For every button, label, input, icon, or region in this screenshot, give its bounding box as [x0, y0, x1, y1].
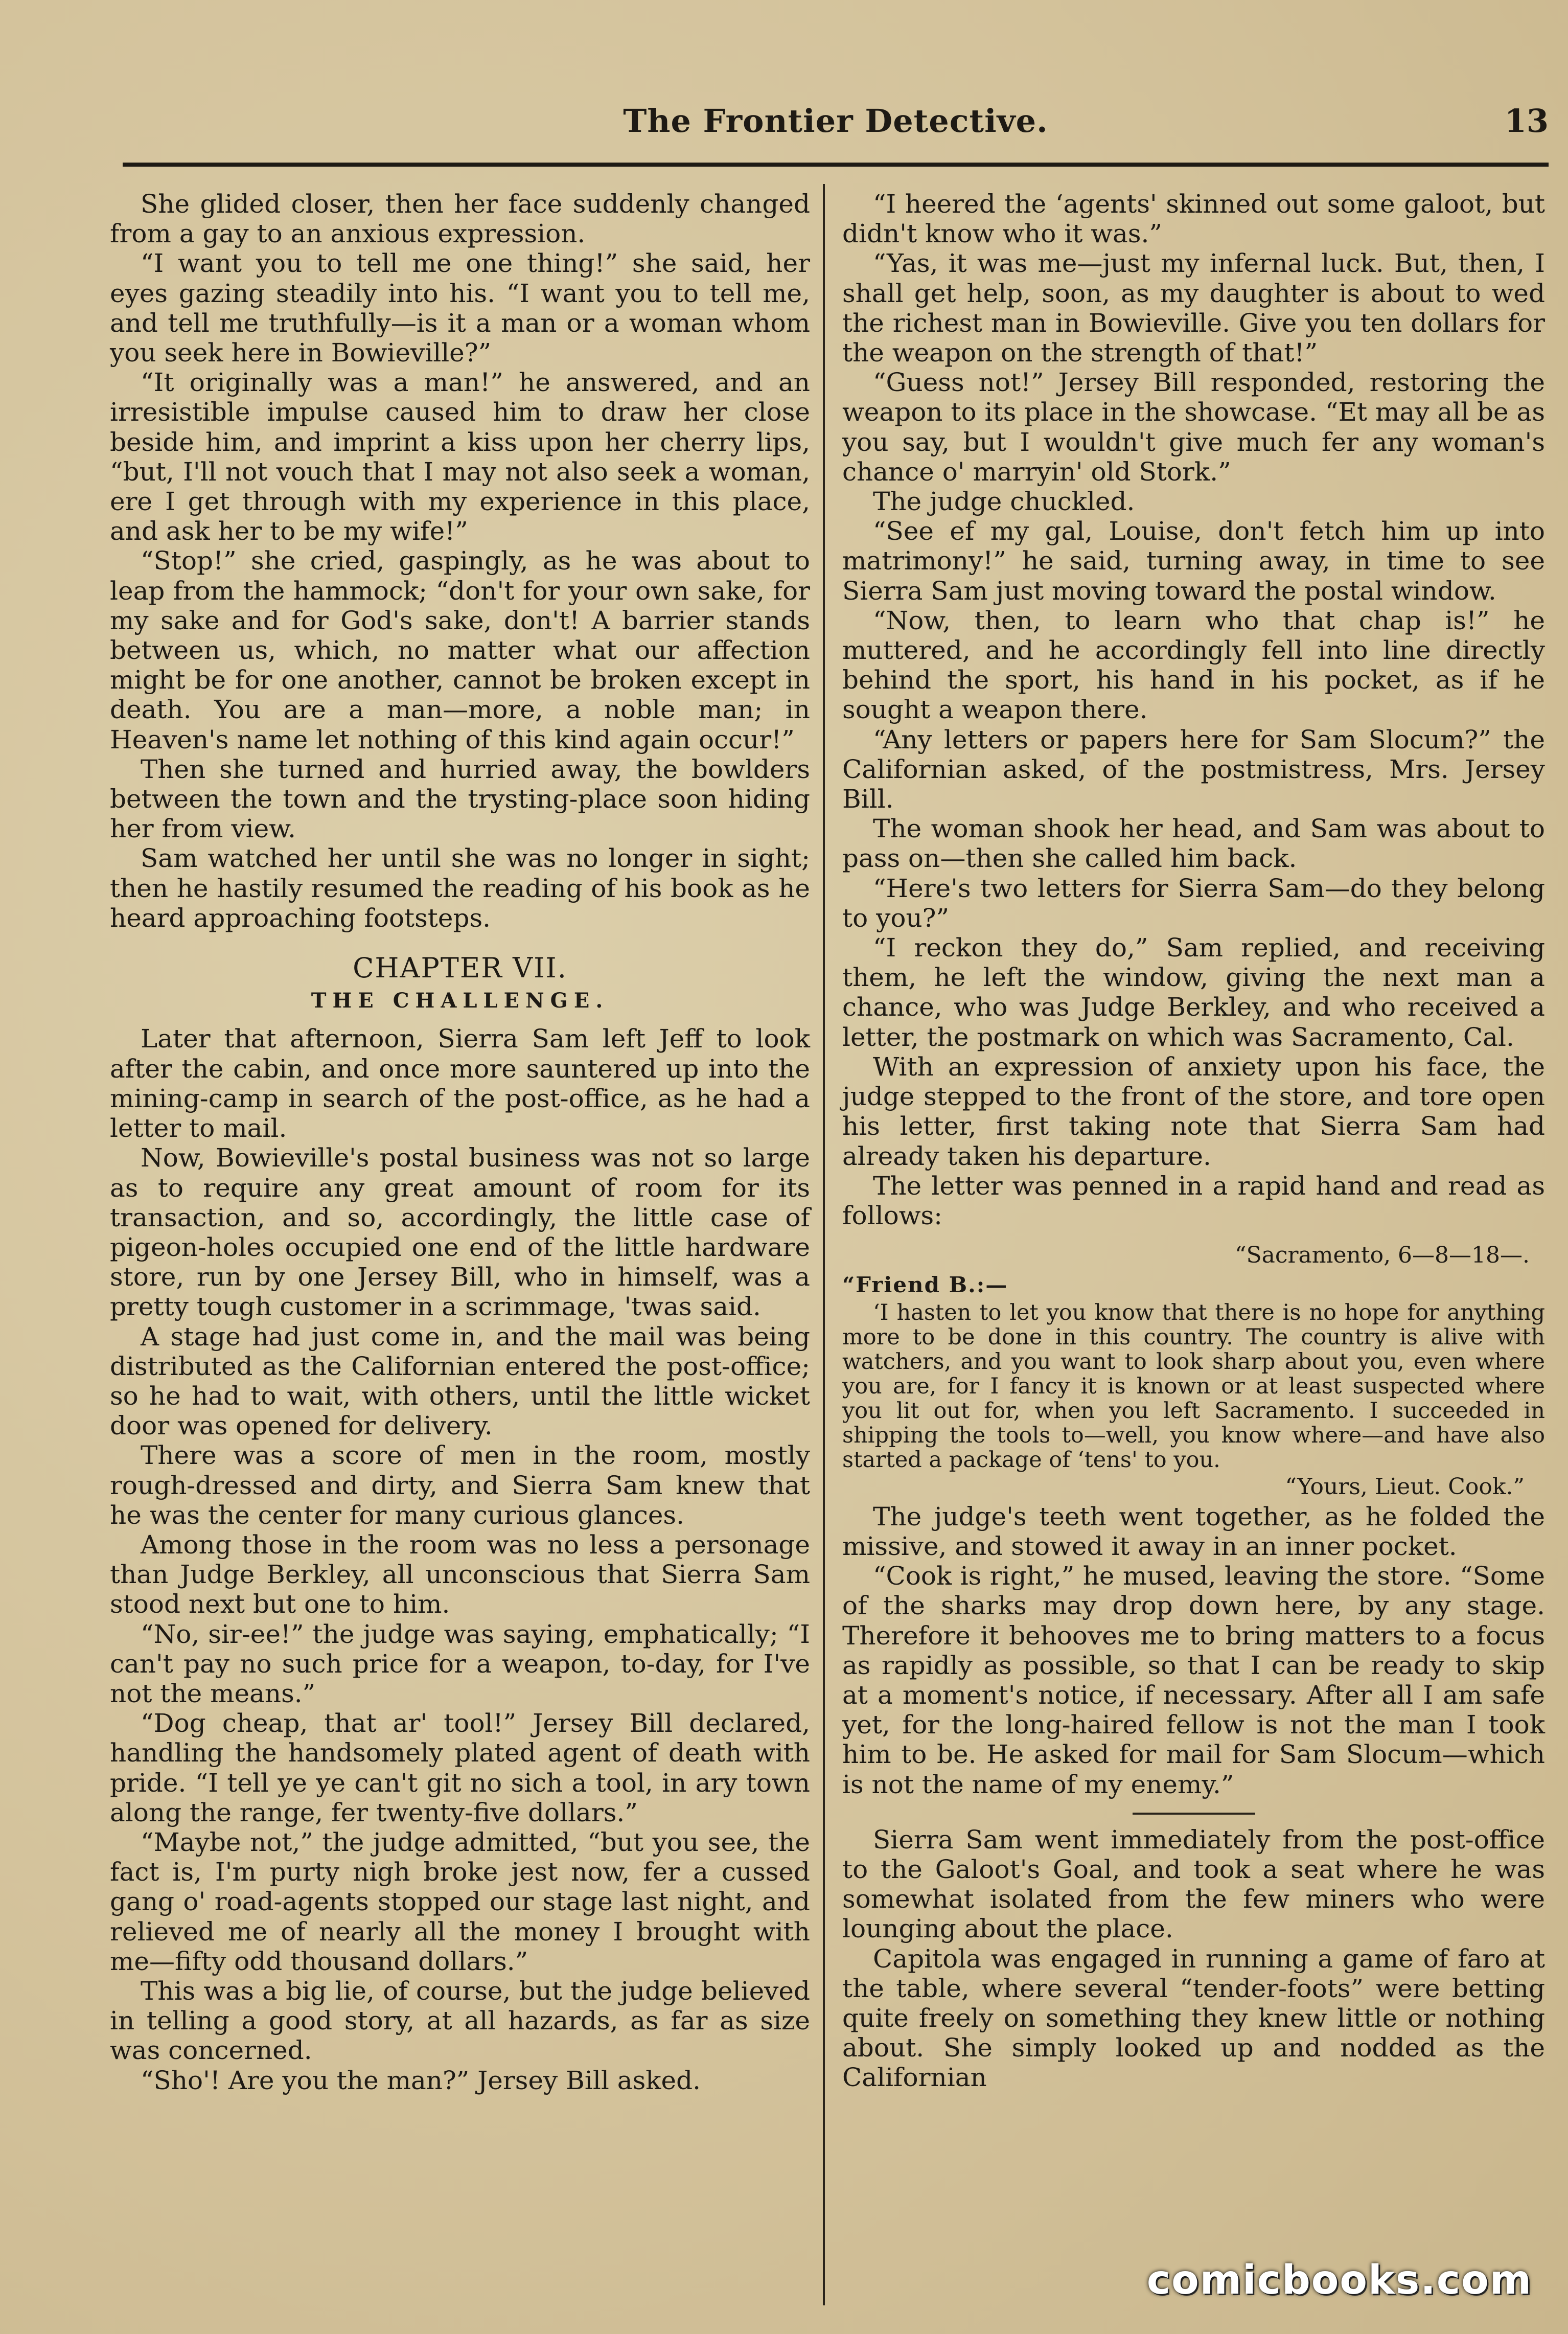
paragraph: “Here's two letters for Sierra Sam—do they belong to you?”	[842, 873, 1545, 933]
paragraph: “Cook is right,” he mused, leaving the store. “Some of the sharks may drop down here, by any stage. Therefore it behooves me to bring matters to a focus as rapidly as possible, so that I can be ready to skip at a moment's notice, if necessary. After all I am safe yet, for the long-haired fellow is not the man I took him to be. He asked for mail for Sam Slocum—which is not the name of my enemy.”	[842, 1561, 1545, 1799]
paragraph: The judge's teeth went together, as he folded the missive, and stowed it away in an inner pocket.	[842, 1501, 1545, 1561]
paragraph: Now, Bowieville's postal business was not so large as to require any great amount of room for its transaction, and so, accordingly, the little case of pigeon-holes occupied one end of the little hardware store, run by one Jersey Bill, who in himself, was a pretty tough customer in a scrimmage, 'twas said.	[110, 1143, 810, 1322]
paragraph: Capitola was engaged in running a game of faro at the table, where several “tender-foots” were betting quite freely on something they knew little or nothing about. She simply looked up and nodded as the Californian	[842, 1943, 1545, 2093]
paragraph: “See ef my gal, Louise, don't fetch him up into matrimony!” he said, turning away, in time to see Sierra Sam just moving toward the postal window.	[842, 516, 1545, 606]
paragraph: “Sho'! Are you the man?” Jersey Bill asked.	[141, 2065, 701, 2095]
watermark: comicbooks.com	[1146, 2257, 1532, 2303]
paragraph: “Guess not!” Jersey Bill responded, restoring the weapon to its place in the showcase. “Et may all be as you say, but I wouldn't give much fer any woman's chance o' marryin' old Stork.”	[842, 368, 1545, 487]
paragraph: Then she turned and hurried away, the bowlders between the town and the trysting-place soon hiding her from view.	[110, 754, 810, 844]
paragraph: “I want you to tell me one thing!” she said, her eyes gazing steadily into his. “I want you to tell me, and tell me truthfully—is it a man or a woman whom you seek here in Bowieville?”	[110, 248, 810, 368]
chapter-subtitle: THE CHALLENGE.	[311, 989, 609, 1013]
letter-salutation: “Friend B.:—	[842, 1272, 1008, 1298]
paragraph: Among those in the room was no less a personage than Judge Berkley, all unconscious that Sierra Sam stood next but one to him.	[110, 1529, 810, 1619]
paragraph: The woman shook her head, and Sam was about to pass on—then she called him back.	[842, 814, 1545, 874]
paragraph: Sam watched her until she was no longer in sight; then he hastily resumed the reading of his book as he heard approaching footsteps.	[110, 843, 810, 933]
paragraph: “Stop!” she cried, gaspingly, as he was about to leap from the hammock; “don't for your own sake, for my sake and for God's sake, don't! A barrier stands between us, which, no matter what our affection might be for one another, cannot be broken except in death. You are a man—more, a noble man; in Heaven's name let nothing of this kind again occur!”	[110, 546, 810, 754]
paragraph: Sierra Sam went immediately from the post-office to the Galoot's Goal, and took a seat where he was somewhat isolated from the few miners who were lounging about the place.	[842, 1824, 1545, 1944]
letter-signature: “Yours, Lieut. Cook.”	[1285, 1473, 1525, 1500]
paragraph: “Yas, it was me—just my infernal luck. But, then, I shall get help, soon, as my daughter is about to wed the richest man in Bowieville. Give you ten dollars for the weapon on the strength of that!”	[842, 248, 1545, 368]
paragraph: A stage had just come in, and the mail was being distributed as the Californian entered the post-office; so he had to wait, with others, until the little wicket door was opened for delivery.	[110, 1321, 810, 1441]
paragraph: “I reckon they do,” Sam replied, and receiving them, he left the window, giving the next man a chance, who was Judge Berkley, and who received a letter, the postmark on which was Sacramento, Cal.	[842, 933, 1545, 1052]
paragraph: “Any letters or papers here for Sam Slocum?” the Californian asked, of the postmistress, Mrs. Jersey Bill.	[842, 724, 1545, 814]
page-title: The Frontier Detective.	[623, 102, 1048, 140]
paragraph: This was a big lie, of course, but the judge believed in telling a good story, at all hazards, as far as size was concerned.	[110, 1976, 810, 2066]
section-separator	[1133, 1813, 1255, 1815]
header-rule	[123, 163, 1549, 167]
paragraph: With an expression of anxiety upon his face, the judge stepped to the front of the store, and tore open his letter, first taking note that Sierra Sam had already taken his departure.	[842, 1051, 1545, 1171]
page-header	[123, 102, 1549, 148]
paragraph: “Maybe not,” the judge admitted, “but you see, the fact is, I'm purty nigh broke jest now, fer a cussed gang o' road-agents stopped our stage last night, and relieved me of nearly all the money I brought with me—fifty odd thousand dollars.”	[110, 1827, 810, 1976]
paragraph: “No, sir-ee!” the judge was saying, emphatically; “I can't pay no such price for a weapon, to-day, for I've not the means.”	[110, 1619, 810, 1708]
paragraph: She glided closer, then her face suddenly changed from a gay to an anxious expression.	[110, 189, 810, 249]
chapter-title: CHAPTER VII.	[353, 952, 567, 985]
column-divider	[823, 184, 825, 2305]
paragraph: The letter was penned in a rapid hand and read as follows:	[842, 1171, 1545, 1230]
paragraph: The judge chuckled.	[873, 487, 1135, 517]
paragraph: “I heered the ‘agents' skinned out some galoot, but didn't know who it was.”	[842, 189, 1545, 249]
paragraph: Later that afternoon, Sierra Sam left Jeff to look after the cabin, and once more sauntered up into the mining-camp in search of the post-office, as he had a letter to mail.	[110, 1024, 810, 1143]
paragraph: “It originally was a man!” he answered, and an irresistible impulse caused him to draw her close beside him, and imprint a kiss upon her cherry lips, “but, I'll not vouch that I may not also seek a woman, ere I get through with my experience in this place, and ask her to be my wife!”	[110, 368, 810, 546]
letter-body: ‘I hasten to let you know that there is no hope for anything more to be done in this country. The country is alive with watchers, and you want to look sharp about you, even where you are, for I fancy it is known or at least suspected where you lit out for, when you left Sacramento. I succeeded in shipping the tools to—well, you know where—and have also started a package of ‘tens' to you.	[842, 1299, 1545, 1473]
paragraph: There was a score of men in the room, mostly rough-dressed and dirty, and Sierra Sam knew that he was the center for many curious glances.	[110, 1440, 810, 1530]
left-column	[110, 189, 810, 2095]
right-column	[842, 189, 1545, 2093]
letter-date: “Sacramento, 6—8—18—.	[1235, 1242, 1530, 1269]
page-number: 13	[1504, 102, 1549, 140]
paragraph: “Now, then, to learn who that chap is!” he muttered, and he accordingly fell into line directly behind the sport, his hand in his pocket, as if he sought a weapon there.	[842, 605, 1545, 725]
paragraph: “Dog cheap, that ar' tool!” Jersey Bill declared, handling the handsomely plated agent of death with pride. “I tell ye ye can't git no sich a tool, in ary town along the range, fer twenty-five dollars.”	[110, 1708, 810, 1827]
